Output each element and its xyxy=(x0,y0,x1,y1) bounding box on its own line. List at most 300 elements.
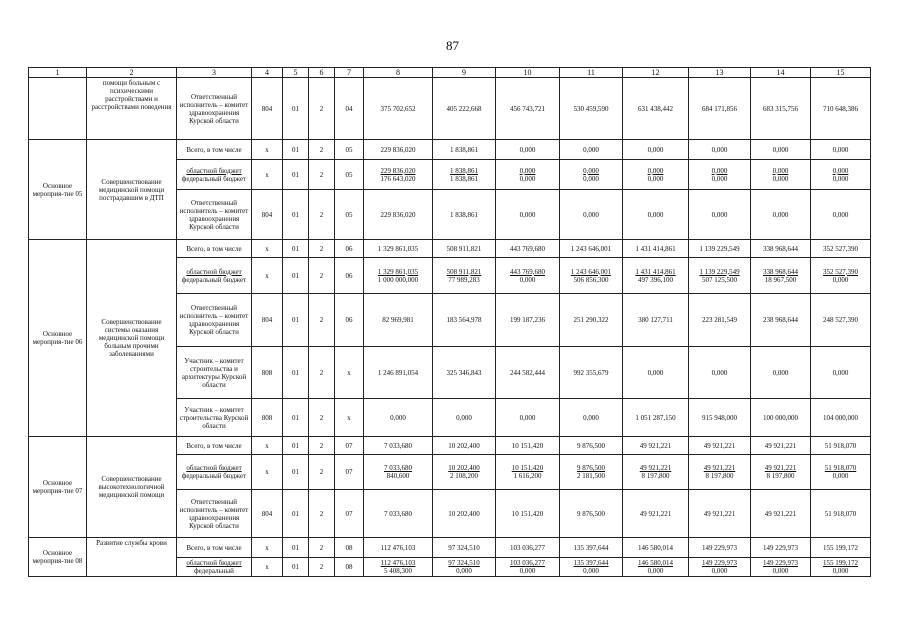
code-value: х xyxy=(265,563,269,571)
code-value: 2 xyxy=(319,316,324,324)
amount-value: 506 856,300 xyxy=(573,275,609,284)
value-cell xyxy=(751,399,811,437)
amount-value: 8 197,800 xyxy=(641,472,670,480)
col-header xyxy=(623,68,689,78)
event-label: Основное мероприя-тие 07 xyxy=(32,479,83,495)
amount-value: 223 281,549 xyxy=(702,316,737,324)
amount-value: 0,000 xyxy=(711,567,728,575)
amount-value: 10 202,400 xyxy=(448,464,480,472)
value-cell xyxy=(811,538,871,558)
code-cell xyxy=(309,437,335,455)
amount-value: 135 397,644 xyxy=(573,559,609,567)
code-value: 2 xyxy=(319,563,324,571)
value-cell xyxy=(751,294,811,347)
value-cell xyxy=(496,347,560,399)
table-row xyxy=(29,240,871,258)
code-cell xyxy=(309,347,335,399)
value-cell xyxy=(433,78,496,140)
amount-value: 49 921,221 xyxy=(639,441,672,450)
header-row xyxy=(29,68,871,78)
code-value: х xyxy=(265,468,269,476)
code-value: 08 xyxy=(345,563,353,571)
code-cell xyxy=(309,490,335,538)
code-value: 01 xyxy=(292,468,299,476)
value-cell xyxy=(751,258,811,294)
table-row xyxy=(29,437,871,455)
value-cell xyxy=(496,558,560,577)
amount-value: 10 151,420 xyxy=(511,464,544,472)
amount-value: 325 346,843 xyxy=(446,368,482,377)
code-cell xyxy=(252,294,283,347)
col-header-label: 12 xyxy=(651,68,660,77)
value-cell xyxy=(811,140,871,160)
col-header xyxy=(689,68,751,78)
amount-value: 0,000 xyxy=(583,210,599,219)
amount-value: 2 108,200 xyxy=(450,472,478,480)
amount-value: 0,000 xyxy=(519,275,536,284)
value-cell xyxy=(623,538,689,558)
value-cell xyxy=(433,258,496,294)
code-cell xyxy=(283,78,309,140)
amount-value: 97 324,510 xyxy=(448,559,480,567)
amount-value: 8 197,800 xyxy=(705,472,734,480)
executor-label: областной бюджет xyxy=(186,464,242,472)
amount-value: 0,000 xyxy=(832,472,849,480)
value-cell xyxy=(433,140,496,160)
value-cell xyxy=(496,258,560,294)
executor-cell xyxy=(177,258,252,294)
value-cell xyxy=(689,399,751,437)
amount-value: 1 246 891,054 xyxy=(377,368,419,377)
value-cell xyxy=(623,399,689,437)
amount-value: 0,000 xyxy=(583,145,599,154)
col-header xyxy=(335,68,364,78)
col-header xyxy=(433,68,496,78)
col-header-label: 6 xyxy=(319,68,324,77)
amount-value: 149 229,973 xyxy=(763,559,798,567)
code-cell xyxy=(252,558,283,577)
value-cell xyxy=(811,347,871,399)
amount-value: 100 000,000 xyxy=(763,413,798,422)
executor-cell xyxy=(177,538,252,558)
amount-value: 1 051 287,150 xyxy=(635,413,676,422)
value-cell xyxy=(751,490,811,538)
value-cell xyxy=(560,240,623,258)
amount-value: 112 476,103 xyxy=(380,559,416,567)
table-row xyxy=(29,538,871,558)
amount-value: 0,000 xyxy=(390,413,406,422)
amount-value: 49 921,221 xyxy=(764,464,797,472)
amount-value: 51 918,070 xyxy=(824,464,857,472)
code-value: 07 xyxy=(345,468,353,476)
executor-cell xyxy=(177,558,252,577)
amount-value: 49 921,221 xyxy=(639,509,672,518)
executor-label: Ответственный исполнитель – комитет здравоохранения Курской области xyxy=(179,497,249,530)
amount-value: 0,000 xyxy=(832,145,849,154)
executor-label: федеральный бюджет xyxy=(181,275,247,284)
code-cell xyxy=(283,437,309,455)
amount-value: 51 918,070 xyxy=(824,509,857,518)
value-cell xyxy=(689,490,751,538)
value-cell xyxy=(811,455,871,490)
col-header xyxy=(252,68,283,78)
executor-label: Всего, в том числе xyxy=(186,543,242,552)
amount-value: 0,000 xyxy=(519,413,536,422)
code-cell xyxy=(309,190,335,240)
code-value: 05 xyxy=(345,170,353,179)
col-header xyxy=(751,68,811,78)
value-cell xyxy=(751,140,811,160)
value-cell xyxy=(560,538,623,558)
executor-label: Участник – комитет строительства и архитектуры Курской области xyxy=(181,356,247,389)
code-value: х xyxy=(265,170,269,179)
value-cell xyxy=(433,538,496,558)
amount-value: 0,000 xyxy=(519,210,536,219)
code-cell xyxy=(335,240,364,258)
value-cell xyxy=(433,294,496,347)
value-cell xyxy=(689,538,751,558)
value-cell xyxy=(751,78,811,140)
code-cell xyxy=(283,399,309,437)
code-cell xyxy=(309,140,335,160)
code-cell xyxy=(335,160,364,190)
amount-value: 0,000 xyxy=(832,368,849,377)
amount-value: 49 921,221 xyxy=(703,441,736,450)
code-value: 2 xyxy=(319,104,324,113)
amount-value: 443 769,680 xyxy=(510,267,545,276)
amount-value: 443 769,680 xyxy=(510,244,545,253)
value-cell xyxy=(623,190,689,240)
amount-value: 238 968,644 xyxy=(763,316,798,324)
amount-value: 176 643,020 xyxy=(380,174,416,183)
amount-value: 82 969,981 xyxy=(382,316,414,324)
value-cell xyxy=(364,240,433,258)
code-value: 07 xyxy=(345,441,353,450)
code-value: 804 xyxy=(261,104,273,113)
value-cell xyxy=(560,399,623,437)
value-cell xyxy=(751,347,811,399)
amount-value: 51 918,070 xyxy=(824,441,857,450)
amount-value: 0,000 xyxy=(832,275,849,284)
amount-value: 1 139 229,549 xyxy=(699,244,740,253)
executor-label: областной бюджет xyxy=(186,166,242,175)
code-value: 06 xyxy=(345,316,353,324)
code-value: 2 xyxy=(319,210,324,219)
amount-value: 77 989,283 xyxy=(448,275,480,284)
code-value: 08 xyxy=(345,543,353,552)
amount-value: 1 838,861 xyxy=(450,174,478,183)
value-cell xyxy=(496,490,560,538)
amount-value: 840,600 xyxy=(386,472,410,480)
amount-value: 507 125,500 xyxy=(702,275,737,284)
executor-label: федеральный бюджет xyxy=(181,472,247,480)
executor-label: Участник – комитет строительства Курской области xyxy=(179,405,249,430)
code-value: 2 xyxy=(319,145,324,154)
value-cell xyxy=(364,538,433,558)
executor-label: Ответственный исполнитель – комитет здравоохранения Курской области xyxy=(179,198,249,231)
value-cell xyxy=(689,294,751,347)
amount-value: 0,000 xyxy=(519,166,536,175)
executor-cell xyxy=(177,240,252,258)
value-cell xyxy=(689,190,751,240)
amount-value: 1 838,861 xyxy=(450,166,478,175)
col-header-label: 1 xyxy=(55,68,60,77)
amount-value: 530 459,590 xyxy=(573,104,609,113)
amount-value: 405 222,668 xyxy=(446,104,482,113)
code-value: 05 xyxy=(345,145,353,154)
amount-value: 1 838,861 xyxy=(450,145,478,154)
executor-cell xyxy=(177,140,252,160)
code-cell xyxy=(309,399,335,437)
amount-value: 0,000 xyxy=(647,567,664,575)
code-cell xyxy=(252,437,283,455)
amount-value: 18 967,500 xyxy=(764,275,797,284)
value-cell xyxy=(560,558,623,577)
code-cell xyxy=(252,347,283,399)
value-cell xyxy=(623,258,689,294)
value-cell xyxy=(811,160,871,190)
event-cell xyxy=(29,78,87,140)
value-cell xyxy=(496,140,560,160)
code-value: 804 xyxy=(261,509,273,518)
amount-value: 1 243 646,001 xyxy=(570,267,612,276)
value-cell xyxy=(811,490,871,538)
executor-label: областной бюджет xyxy=(186,267,242,276)
amount-value: 1 431 414,861 xyxy=(635,244,676,253)
amount-value: 7 033,680 xyxy=(384,441,412,450)
code-value: 2 xyxy=(319,468,324,476)
page-number: 87 xyxy=(446,38,459,53)
code-value: х xyxy=(265,145,269,154)
code-cell xyxy=(335,399,364,437)
value-cell xyxy=(560,160,623,190)
code-cell xyxy=(335,78,364,140)
code-cell xyxy=(335,140,364,160)
code-value: 06 xyxy=(345,244,353,253)
event-cell xyxy=(29,437,87,538)
value-cell xyxy=(689,140,751,160)
code-value: х xyxy=(265,271,269,280)
amount-value: 0,000 xyxy=(832,567,849,575)
event-name: Совершенствование высокотехнологичной медицинской помощи xyxy=(98,475,165,499)
amount-value: 149 229,973 xyxy=(763,543,798,552)
code-value: 2 xyxy=(319,271,324,280)
event-name: Развитие службы крови xyxy=(96,539,167,547)
amount-value: 9 876,500 xyxy=(577,509,605,518)
col-header-label: 5 xyxy=(293,68,298,77)
col-header-label: 2 xyxy=(129,68,134,77)
code-value: х xyxy=(347,368,351,377)
col-header-label: 4 xyxy=(265,68,269,77)
code-value: 01 xyxy=(292,368,299,377)
value-cell xyxy=(689,558,751,577)
amount-value: 375 702,652 xyxy=(380,104,416,113)
code-value: 01 xyxy=(292,441,299,450)
amount-value: 0,000 xyxy=(711,166,728,175)
amount-value: 1 431 414,861 xyxy=(635,267,676,276)
code-value: 2 xyxy=(319,413,324,422)
amount-value: 103 036,277 xyxy=(510,559,545,567)
code-cell xyxy=(252,140,283,160)
event-cell xyxy=(29,240,87,437)
code-value: 01 xyxy=(292,413,299,422)
amount-value: 0,000 xyxy=(772,145,789,154)
code-value: х xyxy=(347,413,351,422)
amount-value: 103 036,277 xyxy=(510,543,545,552)
executor-cell xyxy=(177,78,252,140)
col-header-label: 3 xyxy=(212,68,216,77)
value-cell xyxy=(364,347,433,399)
value-cell xyxy=(811,437,871,455)
code-cell xyxy=(335,437,364,455)
event-cell xyxy=(29,140,87,240)
amount-value: 710 648,386 xyxy=(823,104,858,113)
code-cell xyxy=(335,347,364,399)
value-cell xyxy=(623,240,689,258)
value-cell xyxy=(364,558,433,577)
amount-value: 0,000 xyxy=(711,210,728,219)
amount-value: 7 033,680 xyxy=(384,464,412,472)
code-value: 01 xyxy=(292,104,299,113)
amount-value: 0,000 xyxy=(583,166,599,175)
amount-value: 0,000 xyxy=(519,174,536,183)
amount-value: 10 202,400 xyxy=(448,509,480,518)
code-value: 01 xyxy=(292,543,299,552)
value-cell xyxy=(811,190,871,240)
event-name: помощи больным с психическими расстройствами и расстройствами поведения xyxy=(91,79,172,111)
executor-cell xyxy=(177,437,252,455)
amount-value: 0,000 xyxy=(772,368,789,377)
amount-value: 0,000 xyxy=(711,174,728,183)
amount-value: 0,000 xyxy=(647,368,664,377)
amount-value: 0,000 xyxy=(456,567,472,575)
executor-cell xyxy=(177,294,252,347)
amount-value: 9 876,500 xyxy=(577,441,605,450)
code-value: 05 xyxy=(345,210,353,219)
value-cell xyxy=(623,347,689,399)
col-header xyxy=(560,68,623,78)
amount-value: 0,000 xyxy=(647,145,664,154)
amount-value: 146 580,014 xyxy=(638,543,673,552)
amount-value: 9 876,500 xyxy=(577,464,605,472)
value-cell xyxy=(623,437,689,455)
amount-value: 0,000 xyxy=(832,166,849,175)
amount-value: 7 033,680 xyxy=(384,509,412,518)
amount-value: 229 836,020 xyxy=(380,145,416,154)
amount-value: 0,000 xyxy=(583,174,599,183)
amount-value: 149 229,973 xyxy=(702,543,737,552)
code-value: х xyxy=(265,244,269,253)
event-name-cell xyxy=(87,437,177,538)
event-cell xyxy=(29,538,87,577)
value-cell xyxy=(689,240,751,258)
amount-value: 248 527,390 xyxy=(823,316,858,324)
code-value: 01 xyxy=(292,145,299,154)
value-cell xyxy=(433,558,496,577)
amount-value: 0,000 xyxy=(772,174,789,183)
value-cell xyxy=(364,190,433,240)
value-cell xyxy=(811,78,871,140)
code-cell xyxy=(335,455,364,490)
value-cell xyxy=(496,437,560,455)
amount-value: 97 324,510 xyxy=(448,543,480,552)
col-header-label: 13 xyxy=(715,68,724,77)
value-cell xyxy=(623,558,689,577)
amount-value: 508 911,821 xyxy=(446,244,482,253)
amount-value: 0,000 xyxy=(583,413,599,422)
value-cell xyxy=(811,294,871,347)
value-cell xyxy=(364,160,433,190)
value-cell xyxy=(560,294,623,347)
event-name: Совершенствование системы оказания медицинской помощи больным прочими заболеваниями xyxy=(98,318,165,358)
code-cell xyxy=(252,190,283,240)
value-cell xyxy=(496,294,560,347)
col-header xyxy=(87,68,177,78)
value-cell xyxy=(751,437,811,455)
amount-value: 155 199,172 xyxy=(823,543,858,552)
code-cell xyxy=(252,490,283,538)
code-cell xyxy=(309,240,335,258)
value-cell xyxy=(689,455,751,490)
amount-value: 1 329 861,035 xyxy=(377,267,419,276)
value-cell xyxy=(364,294,433,347)
executor-label: федеральный xyxy=(194,567,234,575)
code-cell xyxy=(283,190,309,240)
code-value: 01 xyxy=(292,244,299,253)
value-cell xyxy=(560,437,623,455)
amount-value: 352 527,390 xyxy=(823,267,858,276)
value-cell xyxy=(811,258,871,294)
code-cell xyxy=(283,258,309,294)
code-cell xyxy=(283,347,309,399)
value-cell xyxy=(623,455,689,490)
event-name-cell xyxy=(87,538,177,577)
code-cell xyxy=(335,558,364,577)
value-cell xyxy=(364,78,433,140)
code-value: 06 xyxy=(345,271,353,280)
amount-value: 0,000 xyxy=(647,166,664,175)
code-cell xyxy=(283,538,309,558)
amount-value: 0,000 xyxy=(711,368,728,377)
amount-value: 49 921,221 xyxy=(764,441,797,450)
value-cell xyxy=(496,399,560,437)
value-cell xyxy=(623,294,689,347)
value-cell xyxy=(689,78,751,140)
value-cell xyxy=(364,399,433,437)
value-cell xyxy=(364,437,433,455)
amount-value: 0,000 xyxy=(772,210,789,219)
event-name-cell xyxy=(87,78,177,140)
value-cell xyxy=(496,455,560,490)
executor-label: Всего, в том числе xyxy=(186,145,242,154)
amount-value: 10 151,420 xyxy=(511,441,544,450)
code-value: 01 xyxy=(292,210,299,219)
amount-value: 456 743,721 xyxy=(510,104,545,113)
code-cell xyxy=(335,294,364,347)
col-header-label: 9 xyxy=(462,68,466,77)
value-cell xyxy=(811,399,871,437)
code-value: 01 xyxy=(292,316,299,324)
code-cell xyxy=(309,78,335,140)
amount-value: 1 000 000,000 xyxy=(377,275,419,284)
code-value: 2 xyxy=(319,509,324,518)
amount-value: 338 968,644 xyxy=(763,267,798,276)
code-cell xyxy=(309,538,335,558)
amount-value: 0,000 xyxy=(647,210,664,219)
value-cell xyxy=(560,490,623,538)
col-header-label: 8 xyxy=(396,68,400,77)
value-cell xyxy=(751,538,811,558)
